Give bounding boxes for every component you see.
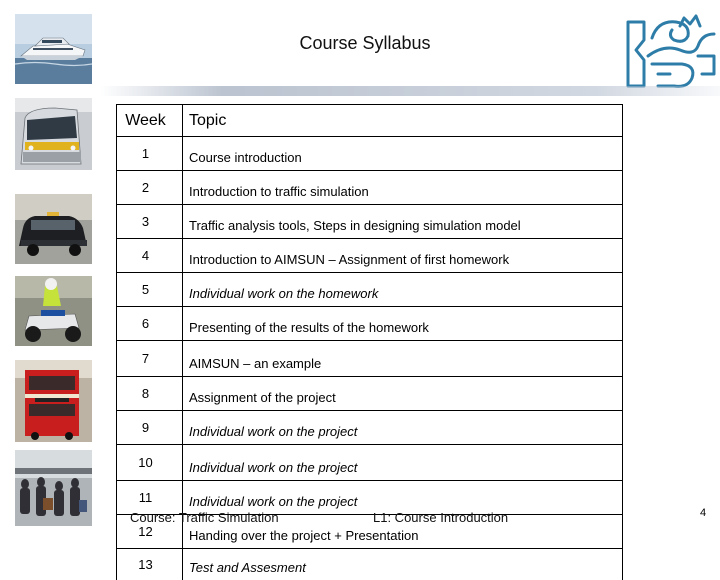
topic-cell: AIMSUN – an example (183, 341, 623, 377)
topic-cell: Handing over the project + Presentation (183, 515, 623, 549)
header-divider (100, 86, 720, 96)
table-row (117, 205, 623, 239)
topic-cell: Introduction to AIMSUN – Assignment of first homework (183, 239, 623, 273)
london-taxi-photo (15, 194, 92, 264)
week-number: 6 (117, 307, 183, 341)
week-number: 2 (117, 171, 183, 205)
table-header-row (117, 105, 623, 137)
week-number: 3 (117, 205, 183, 239)
week-number: 7 (117, 341, 183, 377)
week-number: 13 (117, 549, 183, 580)
week-column-header: Week (117, 105, 183, 137)
table-row (117, 137, 623, 171)
table-row (117, 171, 623, 205)
topic-cell: Individual work on the project (183, 445, 623, 481)
footer-lecture-title: L1: Course Introduction (373, 510, 508, 525)
week-number: 8 (117, 377, 183, 411)
week-number: 10 (117, 445, 183, 481)
topic-cell: Individual work on the project (183, 411, 623, 445)
week-number: 4 (117, 239, 183, 273)
slide-title: Course Syllabus (200, 33, 530, 54)
topic-cell: Traffic analysis tools, Steps in designing simulation model (183, 205, 623, 239)
table-row (117, 341, 623, 377)
police-motorcycle-photo (15, 276, 92, 346)
topic-cell: Presenting of the results of the homework (183, 307, 623, 341)
double-decker-bus-photo (15, 360, 92, 442)
table-row (117, 273, 623, 307)
week-number: 12 (117, 515, 183, 549)
table-row (117, 307, 623, 341)
topic-cell: Introduction to traffic simulation (183, 171, 623, 205)
syllabus-table (116, 104, 623, 580)
university-lion-logo (618, 10, 720, 96)
photo-strip (15, 98, 92, 526)
table-row (117, 549, 623, 580)
topic-cell: Individual work on the project (183, 481, 623, 515)
week-number: 1 (117, 137, 183, 171)
topic-column-header: Topic (183, 105, 623, 137)
tram-photo (15, 98, 92, 170)
boat-photo (15, 14, 92, 84)
week-number: 9 (117, 411, 183, 445)
slide-number: 4 (700, 507, 706, 519)
topic-cell: Assignment of the project (183, 377, 623, 411)
week-number: 11 (117, 481, 183, 515)
station-crowd-photo (15, 450, 92, 526)
week-number: 5 (117, 273, 183, 307)
table-row (117, 445, 623, 481)
topic-cell: Test and Assesment (183, 549, 623, 580)
table-row (117, 411, 623, 445)
footer-course-name: Course: Traffic Simulation (130, 510, 279, 525)
topic-cell: Individual work on the homework (183, 273, 623, 307)
table-row (117, 377, 623, 411)
topic-cell: Course introduction (183, 137, 623, 171)
table-row (117, 239, 623, 273)
